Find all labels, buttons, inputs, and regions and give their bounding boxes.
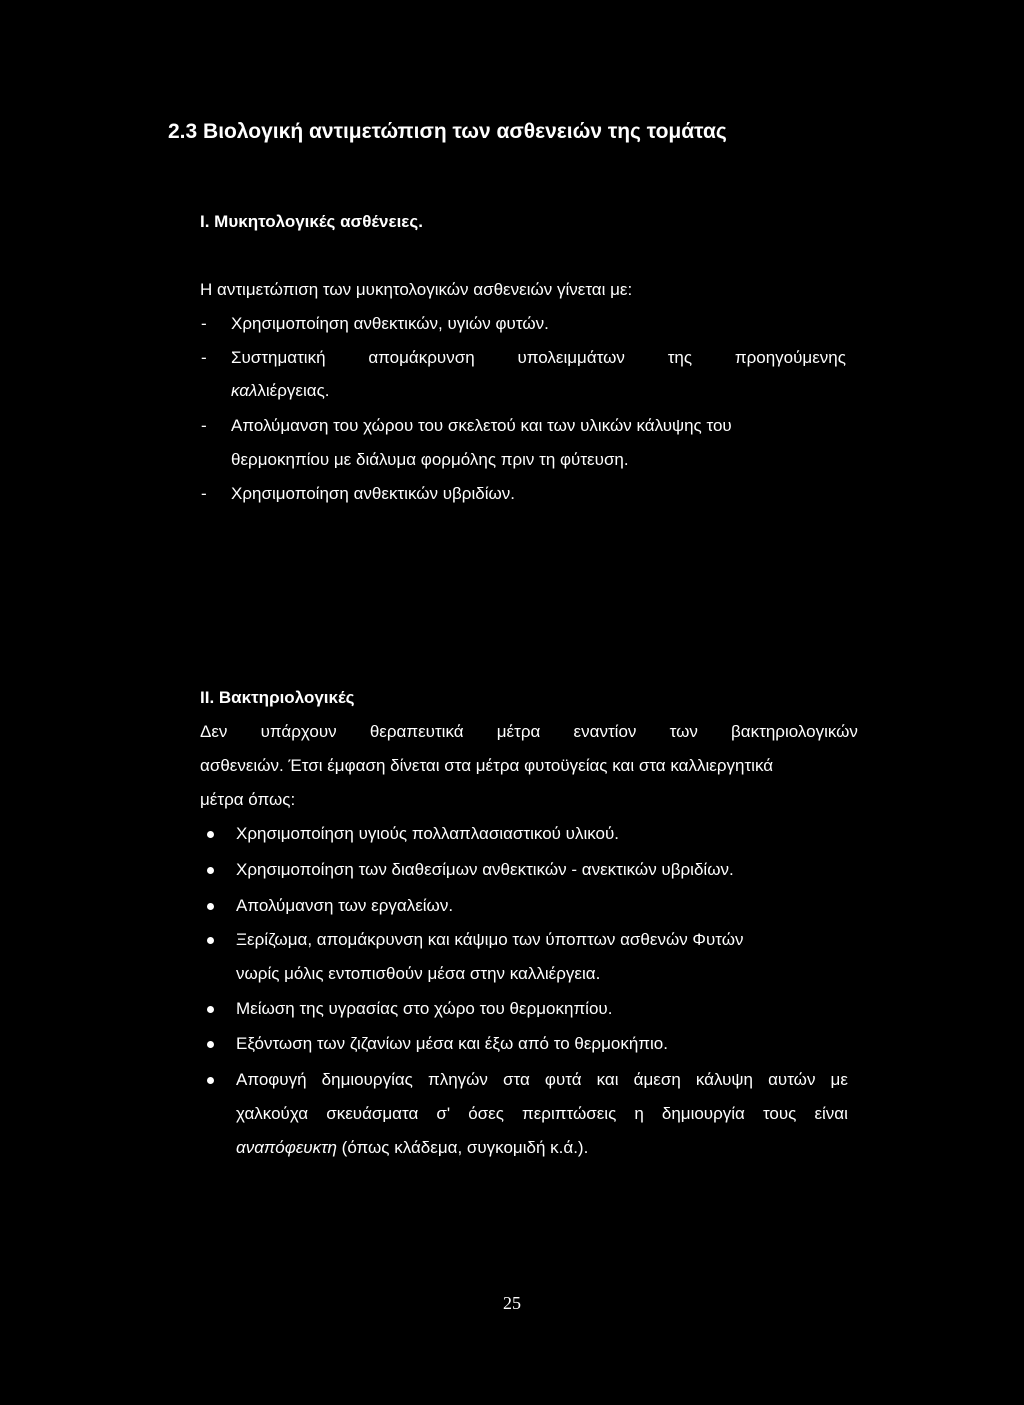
dash-item-text (231, 348, 846, 368)
dash-list-item (201, 314, 549, 334)
bullet-item-text: Χρησιμοποίηση υγιούς πολλαπλασιαστικού υλικού. (236, 824, 620, 843)
word: αυτών (768, 1070, 816, 1089)
text: (όπως κλάδεμα, συγκομιδή κ.ά.). (336, 1138, 589, 1157)
bullet-item-continuation: νωρίς μόλις εντοπισθούν μέσα στην καλλιέργεια. (236, 964, 601, 983)
word: των (669, 722, 698, 741)
word: είναι (814, 1104, 848, 1123)
bullet-list-item (236, 1034, 668, 1054)
bullet-marker (207, 1041, 214, 1048)
bullet-item-continuation (236, 1104, 848, 1124)
dash-item-continuation (231, 381, 330, 401)
dash-item-text: Χρησιμοποίηση ανθεκτικών, υγιών φυτών. (231, 314, 549, 333)
dash-marker: - (201, 484, 207, 503)
dash-list-item (201, 484, 515, 504)
section2-paragraph-line (200, 722, 858, 742)
section-heading-fungal: Ι. Μυκητολογικές ασθένειες. (200, 212, 423, 231)
dash-list-item (201, 416, 732, 436)
word: προηγούμενης (734, 348, 846, 367)
word: στα (503, 1070, 530, 1089)
bullet-item-text: Ξερίζωμα, απομάκρυνση και κάψιμο των ύποπτων ασθενών Φυτών (236, 930, 744, 949)
bullet-marker (207, 937, 214, 944)
bullet-item-continuation (236, 1138, 588, 1158)
word: όσες (468, 1104, 504, 1123)
bullet-item-text: Εξόντωση των ζιζανίων μέσα και έξω από το θερμοκήπιο. (236, 1034, 668, 1053)
word: σκευάσματα (326, 1104, 419, 1123)
word: δημιουργία (661, 1104, 745, 1123)
word: Συστηματική (231, 348, 326, 367)
bullet-list-item (236, 999, 612, 1019)
word: εναντίον (573, 722, 637, 741)
dash-item-text: Χρησιμοποίηση ανθεκτικών υβριδίων. (231, 484, 515, 503)
word: βακτηριολογικών (731, 722, 858, 741)
dash-marker: - (201, 314, 207, 333)
section2-paragraph-line: ασθενειών. Έτσι έμφαση δίνεται στα μέτρα φυτοϋγείας και στα καλλιεργητικά (200, 756, 774, 775)
bullet-marker (207, 1077, 214, 1084)
word: φυτά (544, 1070, 582, 1089)
word: θεραπευτικά (369, 722, 464, 741)
text: λιέργειας. (257, 381, 330, 400)
dash-item-continuation: θερμοκηπίου με διάλυμα φορμόλης πριν τη φύτευση. (231, 450, 629, 469)
bullet-list-item (236, 824, 619, 844)
section2-paragraph-line: μέτρα όπως: (200, 790, 296, 809)
dash-marker: - (201, 348, 207, 367)
word: Αποφυγή (236, 1070, 307, 1089)
word: χαλκούχα (236, 1104, 309, 1123)
word: περιπτώσεις (521, 1104, 617, 1123)
word: της (667, 348, 693, 367)
dash-list-item (201, 348, 846, 368)
italic-text: καλ (231, 381, 258, 400)
bullet-list-item (236, 930, 744, 950)
dash-item-text: Απολύμανση του χώρου του σκελετού και των υλικών κάλυψης του (231, 416, 732, 435)
bullet-item-text: Μείωση της υγρασίας στο χώρο του θερμοκηπίου. (236, 999, 613, 1018)
word: άμεση (633, 1070, 681, 1089)
word: απομάκρυνση (368, 348, 475, 367)
bullet-item-text: Απολύμανση των εργαλείων. (236, 896, 454, 915)
word: Δεν (200, 722, 228, 741)
word: και (596, 1070, 619, 1089)
word: υπάρχουν (260, 722, 337, 741)
word: σ' (436, 1104, 451, 1123)
word: τους (762, 1104, 797, 1123)
word: η (634, 1104, 644, 1123)
bullet-list-item (236, 896, 453, 916)
bullet-marker (207, 867, 214, 874)
word: δημιουργίας (321, 1070, 413, 1089)
word: υπολειμμάτων (517, 348, 625, 367)
page-title: 2.3 Βιολογική αντιμετώπιση των ασθενειών της τομάτας (168, 120, 727, 143)
page-number: 25 (503, 1293, 521, 1313)
bullet-list-item (236, 860, 734, 880)
bullet-marker (207, 903, 214, 910)
bullet-list-item (236, 1070, 848, 1090)
section-heading-bacterial: ΙΙ. Βακτηριολογικές (200, 688, 355, 707)
bullet-marker (207, 831, 214, 838)
word: με (830, 1070, 848, 1089)
bullet-item-text (236, 1070, 848, 1090)
italic-text: αναπόφευκτη (236, 1138, 337, 1157)
bullet-item-text: Χρησιμοποίηση των διαθεσίμων ανθεκτικών - ανεκτικών υβριδίων. (236, 860, 734, 879)
bullet-marker (207, 1006, 214, 1013)
word: κάλυψη (695, 1070, 753, 1089)
section1-intro: Η αντιμετώπιση των μυκητολογικών ασθενειών γίνεται με: (200, 280, 633, 299)
word: πληγών (427, 1070, 488, 1089)
word: μέτρα (496, 722, 541, 741)
dash-marker: - (201, 416, 207, 435)
